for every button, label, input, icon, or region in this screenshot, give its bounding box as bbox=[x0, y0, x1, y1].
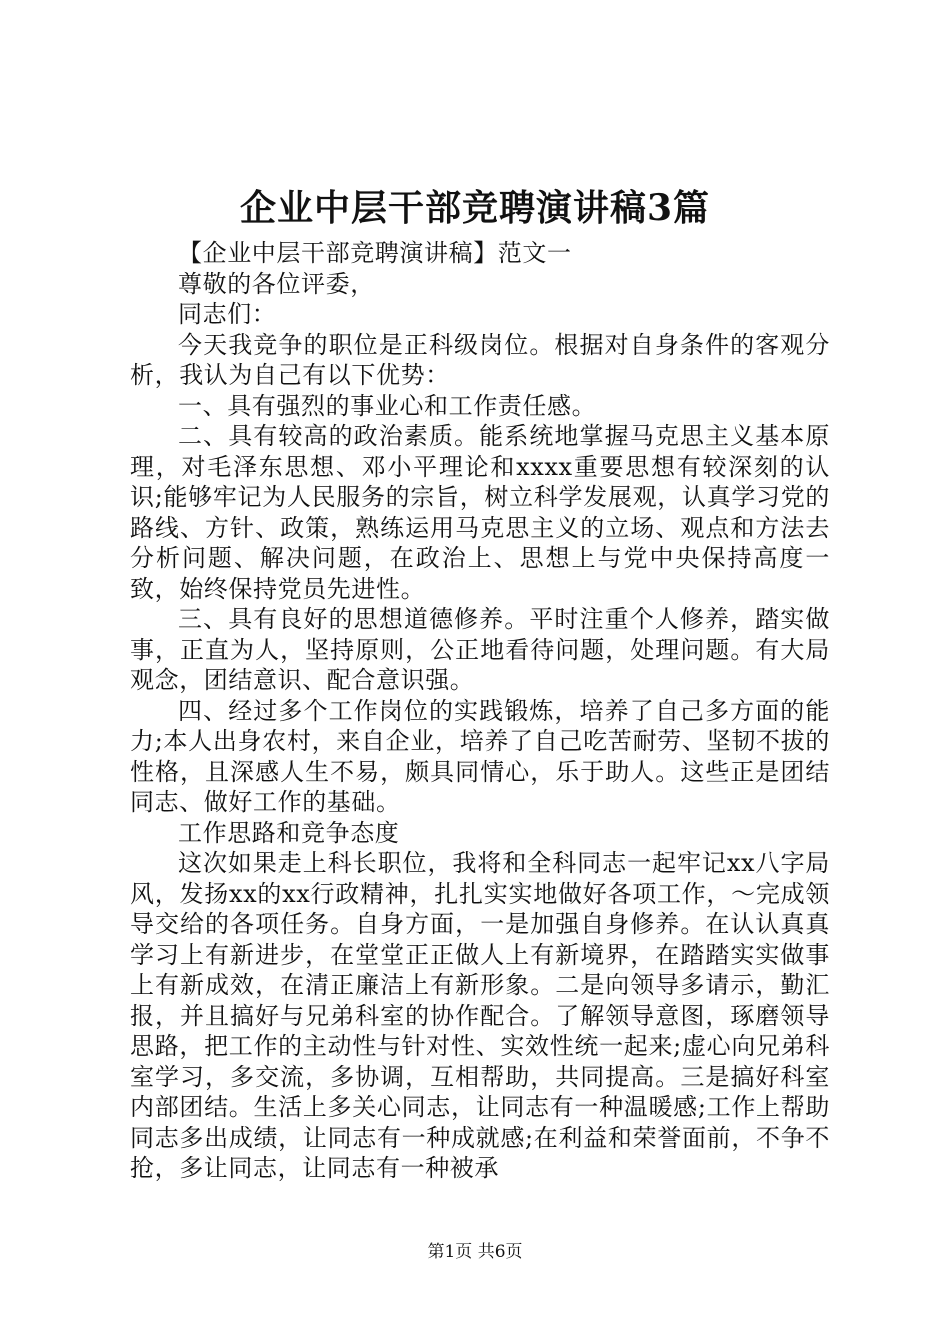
paragraph-point-4: 四、经过多个工作岗位的实践锻炼，培养了自己多方面的能力;本人出身农村，来自企业，培养了自己吃苦耐劳、坚韧不拔的性格，且深感人生不易，颇具同情心，乐于助人。这些正是团结同志、做好工作的基础。 bbox=[130, 696, 830, 816]
paragraph-point-1: 一、具有强烈的事业心和工作责任感。 bbox=[178, 391, 597, 420]
page-footer: 第1页 共6页 bbox=[427, 1242, 523, 1262]
paragraph-work-plan: 这次如果走上科长职位，我将和全科同志一起牢记xx八字局风，发扬xx的xx行政精神，扎扎实实地做好各项工作，～完成领导交给的各项任务。自身方面，一是加强自身修养。在认认真真学习上有新进步，在堂堂正正做人上有新境界，在踏踏实实做事上有新成效，在清正廉洁上有新形象。二是向领导多请示，勤汇报，并且搞好与兄弟科室的协作配合。了解领导意图，琢磨领导思路，把工作的主动性与针对性、实效性统一起来;虚心向兄弟科室学习，多交流，多协调，互相帮助，共同提高。三是搞好科室内部团结。生活上多关心同志，让同志有一种温暖感;工作上帮助同志多出成绩，让同志有一种成就感;在利益和荣誉面前，不争不抢，多让同志，让同志有一种被承 bbox=[130, 849, 830, 1182]
paragraph-point-2: 二、具有较高的政治素质。能系统地掌握马克思主义基本原理，对毛泽东思想、邓小平理论和xxxx重要思想有较深刻的认识;能够牢记为人民服务的宗旨，树立科学发展观，认真学习党的路线、方针、政策，熟练运用马克思主义的立场、观点和方法去分析问题、解决问题，在政治上、思想上与党中央保持高度一致，始终保持党员先进性。 bbox=[130, 422, 830, 603]
paragraph-salutation-2: 同志们： bbox=[178, 300, 277, 328]
paragraph-heading: 【企业中层干部竞聘演讲稿】范文一 bbox=[178, 239, 572, 267]
document-body bbox=[130, 238, 830, 1184]
paragraph-intro: 今天我竞争的职位是正科级岗位。根据对自身条件的客观分析，我认为自己有以下优势： bbox=[130, 330, 830, 389]
paragraph-point-3: 三、具有良好的思想道德修养。平时注重个人修养，踏实做事，正直为人，坚持原则，公正地看待问题，处理问题。有大局观念，团结意识、配合意识强。 bbox=[130, 605, 830, 694]
paragraph-section-heading: 工作思路和竞争态度 bbox=[178, 818, 400, 847]
paragraph-salutation-1: 尊敬的各位评委， bbox=[178, 269, 375, 298]
document-title: 企业中层干部竞聘演讲稿3篇 bbox=[239, 187, 711, 229]
